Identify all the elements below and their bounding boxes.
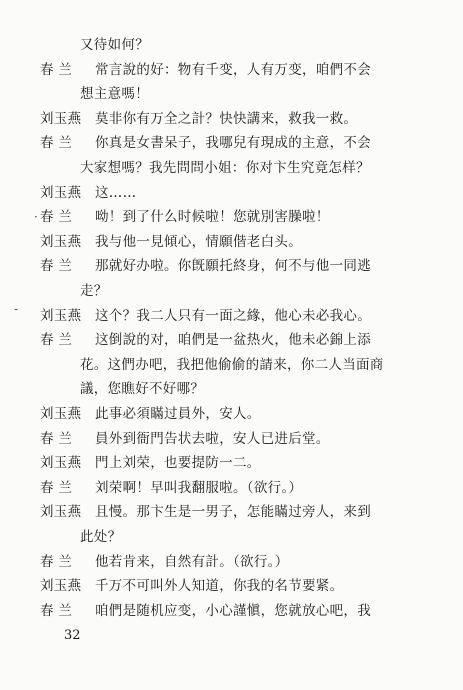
speaker-name: 刘玉燕: [40, 578, 82, 595]
dialogue-text: 这……: [95, 184, 137, 201]
speaker-name: 刘玉燕: [40, 307, 82, 324]
speaker-name: 春 兰: [40, 209, 73, 226]
continuation-text: 大家想嗎？我先問問小姐：你对卞生究竟怎样？: [80, 160, 370, 176]
dialogue-text: 常言說的好：物有千变，人有万变，咱們不会: [95, 61, 371, 78]
dialogue-text: 且慢。那卞生是一男子，怎能瞞过旁人，来到: [95, 504, 371, 521]
speaker-name: 刘玉燕: [40, 233, 82, 250]
dialogue-text: 这个？我二人只有一面之緣，他心未必我心。: [95, 307, 371, 324]
dialogue-text: 門上刘荣，也要提防一二。: [95, 455, 261, 472]
speaker-name: 春 兰: [40, 602, 73, 619]
speaker-name: 春 兰: [40, 479, 73, 496]
dialogue-text: 此事必須瞞过員外，安人。: [95, 406, 261, 422]
continuation-text: 想主意嗎！: [80, 86, 149, 103]
dialogue-text: 呦！到了什么时候啦！您就別害臊啦！: [95, 209, 330, 226]
continuation-text: 又待如何？: [80, 37, 149, 53]
speaker-name: 春 兰: [40, 258, 73, 275]
dialogue-text: 員外到衙門告状去啦，安人已进后堂。: [95, 430, 330, 447]
speaker-name: 刘玉燕: [40, 184, 82, 201]
speaker-name: 春 兰: [40, 135, 73, 152]
page-number: 32: [64, 628, 81, 643]
dialogue-text: 他若肯来，自然有計。（欲行。）: [95, 553, 289, 570]
margin-mark: ·: [34, 210, 38, 224]
speaker-name: 春 兰: [40, 553, 73, 570]
dialogue-text: 这倒說的对，咱們是一盆热火，他未必錦上添: [95, 332, 371, 349]
margin-mark: -: [14, 302, 19, 316]
dialogue-text: 咱們是随机应变，小心謹愼，您就放心吧，我: [95, 602, 371, 619]
dialogue-text: 千万不可叫外人知道，你我的名节要紧。: [95, 578, 344, 595]
speaker-name: 刘玉燕: [40, 406, 82, 422]
continuation-text: 此处？: [80, 529, 122, 545]
speaker-name: 春 兰: [40, 61, 73, 78]
dialogue-text: 你真是女書呆子，我哪兒有現成的主意，不会: [95, 135, 371, 152]
speaker-name: 春 兰: [40, 332, 73, 349]
dialogue-text: 刘荣啊！早叫我翻服啦。（欲行。）: [95, 479, 303, 496]
speaker-name: 刘玉燕: [40, 110, 82, 127]
speaker-name: 刘玉燕: [40, 504, 82, 521]
dialogue-text: 那就好办啦。你旣願托終身，何不与他一同逃: [95, 258, 371, 275]
dialogue-text: 我与他一見傾心，情願偕老白头。: [95, 233, 302, 250]
speaker-name: 刘玉燕: [40, 455, 82, 472]
continuation-text: 走？: [80, 283, 108, 299]
continuation-text: 議，您瞧好不好哪？: [80, 381, 205, 398]
speaker-name: 春 兰: [40, 430, 73, 447]
dialogue-text: 莫非你有万全之計？快快講来，救我一救。: [95, 110, 358, 127]
continuation-text: 花。这們办吧，我把他偷偷的請来，你二人当面商: [80, 356, 384, 373]
